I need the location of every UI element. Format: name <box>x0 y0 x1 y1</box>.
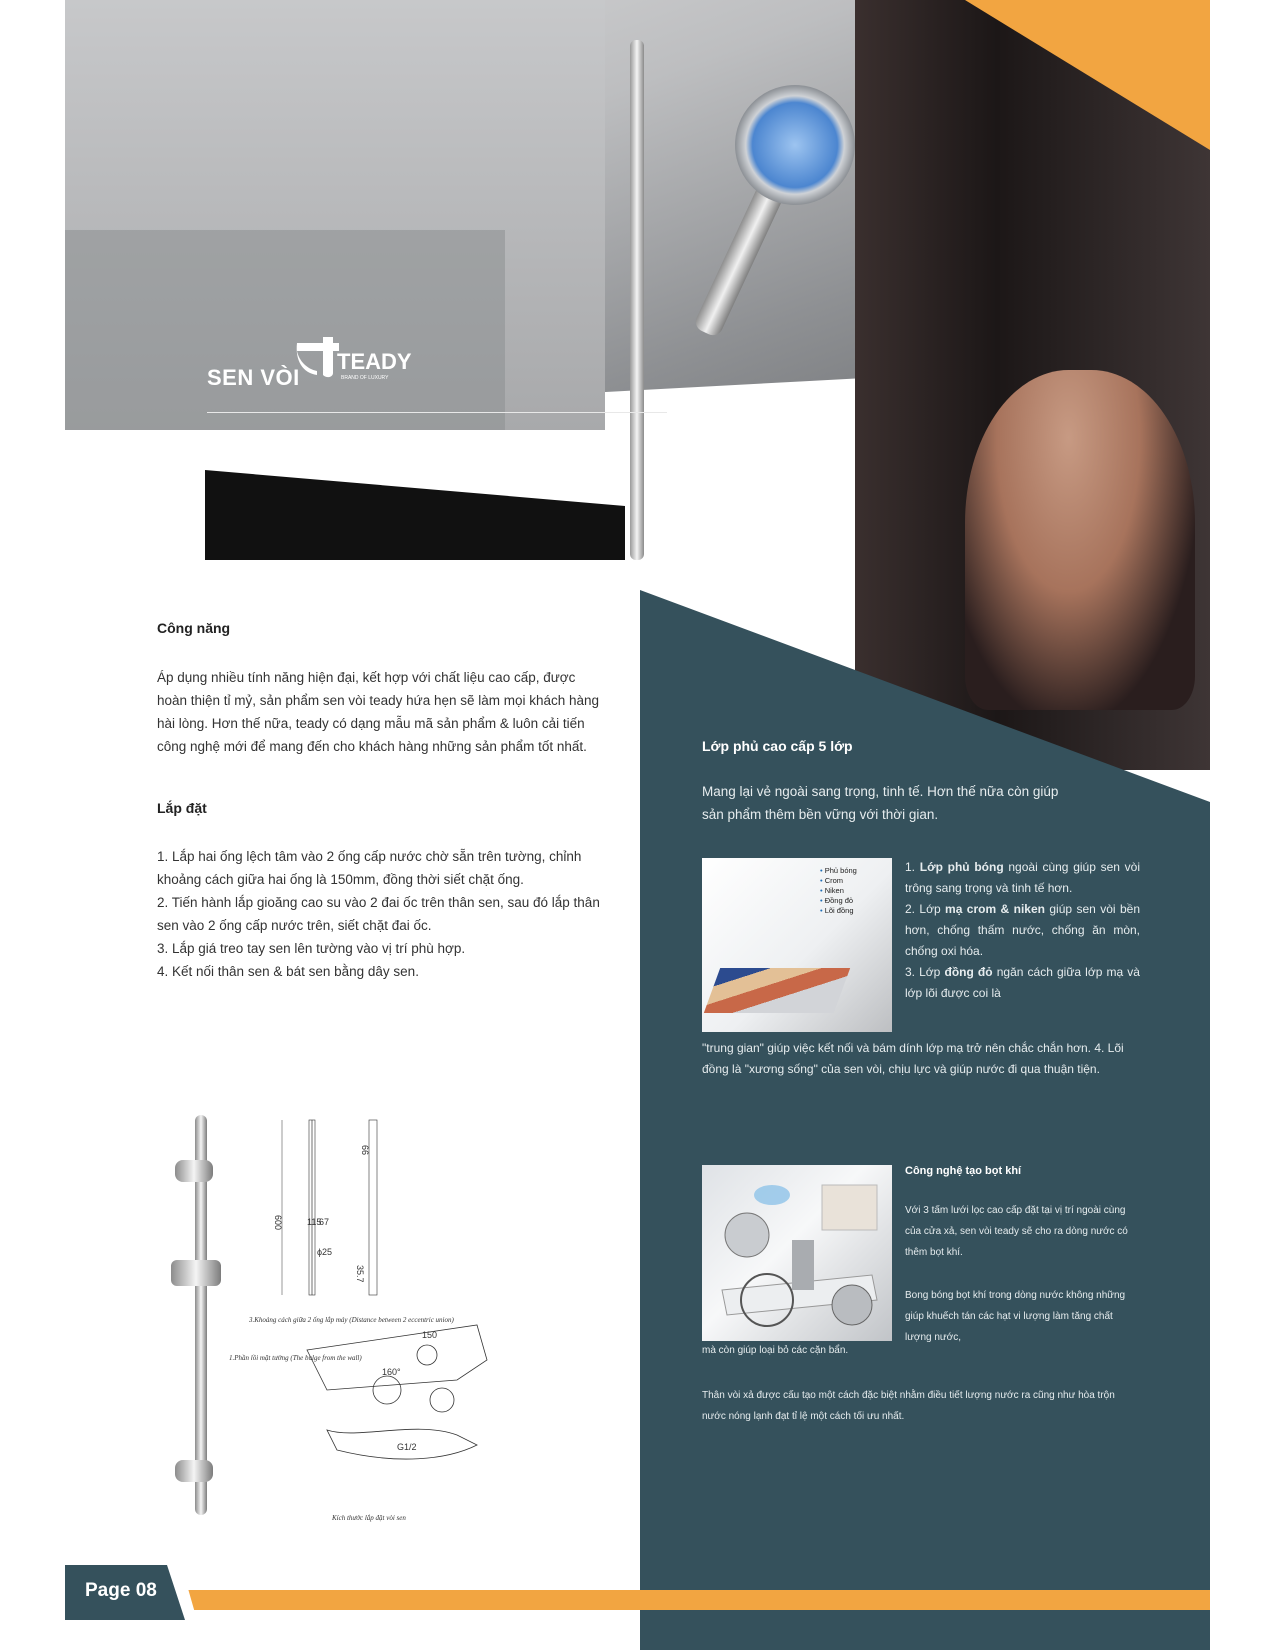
hero-title: SEN VÒI <box>207 365 300 390</box>
section-title-lap-dat: Lắp đặt <box>157 800 207 816</box>
lop-phu-details <box>905 857 1140 1004</box>
note-bulge: 1.Phần lồi mặt tường (The bulge from the wall) <box>229 1354 362 1362</box>
section-title-lop-phu: Lớp phủ cao cấp 5 lớp <box>702 738 853 754</box>
lop-phu-continuation: "trung gian" giúp việc kết nối và bám dính lớp mạ trở nên chắc chắn hơn. 4. Lõi đồng là "xương sống" của sen vòi, chịu lực và giúp nước đi qua thuận tiện. <box>702 1041 1124 1076</box>
layer-legend <box>820 866 857 916</box>
dim-67: 67 <box>319 1217 330 1227</box>
lop-phu-point-1: 1. Lớp phủ bóng ngoài cùng giúp sen vòi trông sang trọng và tinh tế hơn. <box>905 860 1141 895</box>
coating-layers-image <box>702 858 892 1032</box>
bar-bracket-bottom <box>175 1460 213 1482</box>
aerator-image <box>702 1165 892 1341</box>
logo-tagline: BRAND OF LUXURY <box>341 375 389 381</box>
lap-dat-steps <box>157 845 607 983</box>
layer-label: • Phủ bóng <box>820 866 857 876</box>
bot-khi-paragraph-3: Thân vòi xả được cấu tạo một cách đặc biệt nhằm điều tiết lượng nước ra cũng như hòa trộn nước nóng lạnh đạt tỉ lệ một cách tối ưu nhất. <box>702 1390 1115 1422</box>
lap-dat-step: 2. Tiến hành lắp gioăng cao su vào 2 đai ốc trên thân sen, sau đó lắp thân sen vào 2 ống cấp nước trên, siết chặt đai ốc. <box>157 895 600 933</box>
dim-160: 160° <box>382 1367 401 1377</box>
bot-khi-paragraph-1: Với 3 tấm lưới lọc cao cấp đặt tại vị trí ngoài cùng của cửa xả, sen vòi teady sẽ cho ra dòng nước có thêm bọt khí. <box>905 1205 1128 1258</box>
aerator-part-icon <box>725 1213 769 1257</box>
lap-dat-step: 1. Lắp hai ống lệch tâm vào 2 ống cấp nước chờ sẵn trên tường, chỉnh khoảng cách giữa hai ống là 150mm, đồng thời siết chặt ống. <box>157 849 582 887</box>
bot-khi-continuation: mà còn giúp loại bỏ các cặn bẩn. <box>702 1345 849 1356</box>
thread-size: G1/2 <box>397 1442 417 1452</box>
footer-orange-bar <box>65 1590 1210 1610</box>
lap-dat-step: 3. Lắp giá treo tay sen lên tường vào vị trí phù hợp. <box>157 941 466 956</box>
layer-label: • Lõi đồng <box>820 906 857 916</box>
diagram-caption: Kích thước lắp đặt vòi sen <box>332 1514 406 1522</box>
teady-logo <box>293 333 413 383</box>
cong-nang-paragraph: Áp dụng nhiều tính năng hiện đại, kết hợp với chất liệu cao cấp, được hoàn thiện tỉ mỷ, sản phẩm sen vòi teady hứa hẹn sẽ làm mọi khách hàng hài lòng. Hơn thế nữa, teady có dạng mẫu mã sản phẩm & luôn cải tiến công nghệ mới để mang đến cho khách hàng những sản phẩm tốt nhất. <box>157 670 600 754</box>
logo-wordmark: TEADY <box>337 349 412 374</box>
shower-rail-image <box>630 40 644 560</box>
dim-25: ϕ25 <box>317 1247 333 1257</box>
section-title-cong-nang: Công năng <box>157 620 231 636</box>
hero-slogan: ĐẲNG CẤP - SANG TRỌNG - TINH TẾ <box>207 432 403 444</box>
bar-holder <box>171 1260 221 1286</box>
lop-phu-point-3: 3. Lớp đồng đỏ ngăn cách giữa lớp mạ và lớp lõi được coi là <box>905 965 1140 1000</box>
bot-khi-paragraph-2: Bong bóng bọt khí trong dòng nước không những giúp khuếch tán các hạt vi lượng làm tăng chất lượng nước, <box>905 1290 1126 1343</box>
dim-115: 115 <box>307 1217 322 1227</box>
dim-35-7: 35.7 <box>355 1265 365 1283</box>
lap-dat-step: 4. Kết nối thân sen & bát sen bằng dây sen. <box>157 964 419 979</box>
layer-cross-section <box>704 968 850 1013</box>
note-distance: 3.Khoảng cách giữa 2 ống lắp máy (Distance between 2 eccentric union) <box>249 1316 454 1324</box>
layer-label: • Đồng đỏ <box>820 896 857 906</box>
lop-phu-lead: Mang lại vẻ ngoài sang trọng, tinh tế. Hơn thế nữa còn giúp sản phẩm thêm bền vững với thời gian. <box>702 784 1059 822</box>
hero-wall-shadow <box>65 230 505 430</box>
dim-66: 66 <box>360 1145 370 1156</box>
bar-bracket-top <box>175 1160 213 1182</box>
hero-divider <box>207 412 667 413</box>
dim-150: 150 <box>422 1330 438 1340</box>
dark-diagonal-band <box>205 470 625 560</box>
layer-label: • Niken <box>820 886 857 896</box>
brochure-page <box>65 0 1210 1650</box>
page-number: Page 08 <box>85 1580 157 1601</box>
layer-label: • Crom <box>820 876 857 886</box>
installation-diagram <box>157 1100 597 1540</box>
lop-phu-point-2: 2. Lớp mạ crom & niken giúp sen vòi bền hơn, chống thấm nước, chống ăn mòn, chống oxi hóa. <box>905 902 1140 958</box>
woman-shower-photo <box>965 370 1195 710</box>
section-title-bot-khi: Công nghệ tạo bọt khí <box>905 1165 1022 1177</box>
dim-600: 600 <box>273 1215 283 1231</box>
